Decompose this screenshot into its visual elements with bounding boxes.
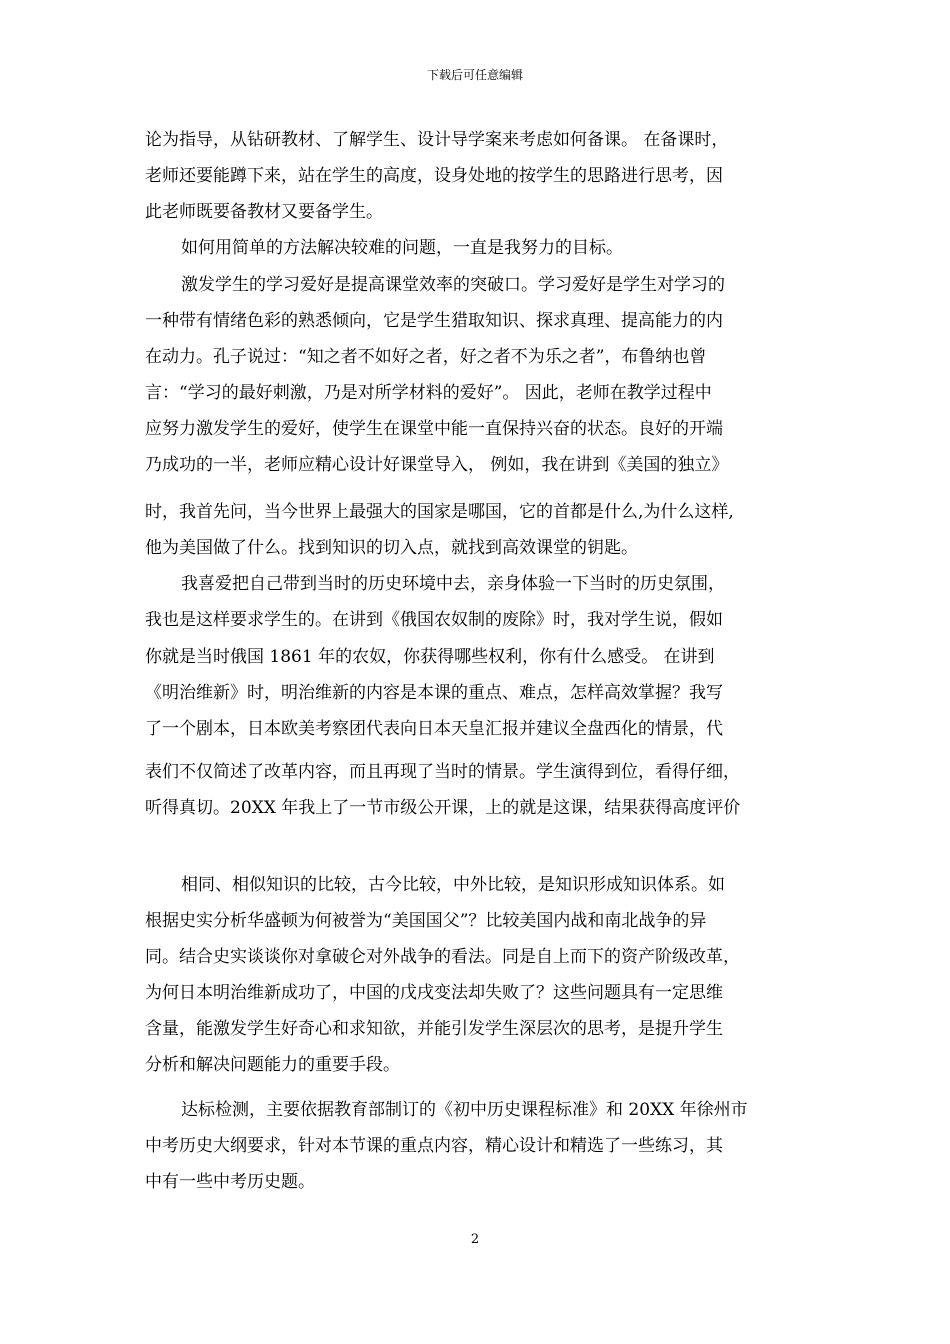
text-line: 他为美国做了什么。找到知识的切入点，就找到高效课堂的钥匙。 — [145, 538, 638, 558]
text-line: 达标检测，主要依据教育部制订的《初中历史课程标准》和 20XX 年徐州市 — [181, 1100, 748, 1120]
page-number: 2 — [470, 1232, 480, 1247]
text-line: 我喜爱把自己带到当时的历史环境中去，亲身体验一下当时的历史氛围， — [181, 574, 725, 594]
text-line: 言：“学习的最好刺激，乃是对所学材料的爱好”。 因此，老师在教学过程中 — [145, 383, 712, 403]
text-line: 我也是这样要求学生的。在讲到《俄国农奴制的废除》时，我对学生说，假如 — [145, 610, 723, 630]
text-line: 乃成功的一半，老师应精心设计好课堂导入， 例如，我在讲到《美国的独立》 — [145, 455, 729, 475]
text-line: 为何日本明治维新成功了，中国的戊戌变法却失败了？这些问题具有一定思维 — [145, 983, 723, 1003]
text-line: 此老师既要备教材又要备学生。 — [145, 202, 383, 222]
text-line: 中有一些中考历史题。 — [145, 1172, 315, 1192]
text-line: 《明治维新》时，明治维新的内容是本课的重点、难点，怎样高效掌握？我写 — [145, 683, 723, 703]
text-line: 在动力。孔子说过：“知之者不如好之者，好之者不为乐之者”，布鲁纳也曾 — [145, 347, 707, 367]
text-line: 你就是当时俄国 1861 年的农奴，你获得哪些权利，你有什么感受。 在讲到 — [145, 647, 715, 667]
text-line: 听得真切。20XX 年我上了一节市级公开课，上的就是这课，结果获得高度评价 — [145, 798, 741, 818]
text-line: 如何用简单的方法解决较难的问题，一直是我努力的目标。 — [181, 238, 623, 258]
text-line: 老师还要能蹲下来，站在学生的高度，设身处地的按学生的思路进行思考，因 — [145, 166, 723, 186]
text-line: 一种带有情绪色彩的熟悉倾向，它是学生猎取知识、探求真理、提高能力的内 — [145, 311, 723, 331]
text-line: 表们不仅简述了改革内容，而且再现了当时的情景。学生演得到位，看得仔细， — [145, 762, 740, 782]
text-line: 论为指导，从钻研教材、了解学生、设计导学案来考虑如何备课。 在备课时， — [145, 130, 729, 150]
text-line: 含量，能激发学生好奇心和求知欲，并能引发学生深层次的思考，是提升学生 — [145, 1019, 723, 1039]
text-line: 应努力激发学生的爱好，使学生在课堂中能一直保持兴奋的状态。良好的开端 — [145, 419, 723, 439]
text-line: 中考历史大纲要求，针对本节课的重点内容，精心设计和精选了一些练习，其 — [145, 1136, 723, 1156]
text-line: 激发学生的学习爱好是提高课堂效率的突破口。学习爱好是学生对学习的 — [181, 275, 725, 295]
text-line: 了一个剧本，日本欧美考察团代表向日本天皇汇报并建议全盘西化的情景，代 — [145, 719, 723, 739]
text-line: 根据史实分析华盛顿为何被誉为“美国国父”？比较美国内战和南北战争的异 — [145, 911, 707, 931]
page-header: 下载后可任意编辑 — [426, 68, 523, 82]
text-line: 同。结合史实谈谈你对拿破仑对外战争的看法。同是自上而下的资产阶级改革， — [145, 947, 740, 967]
text-line: 时，我首先问，当今世界上最强大的国家是哪国，它的首都是什么,为什么这样, — [145, 502, 734, 522]
text-line: 相同、相似知识的比较，古今比较，中外比较，是知识形成知识体系。如 — [181, 875, 725, 895]
text-line: 分析和解决问题能力的重要手段。 — [145, 1055, 400, 1075]
